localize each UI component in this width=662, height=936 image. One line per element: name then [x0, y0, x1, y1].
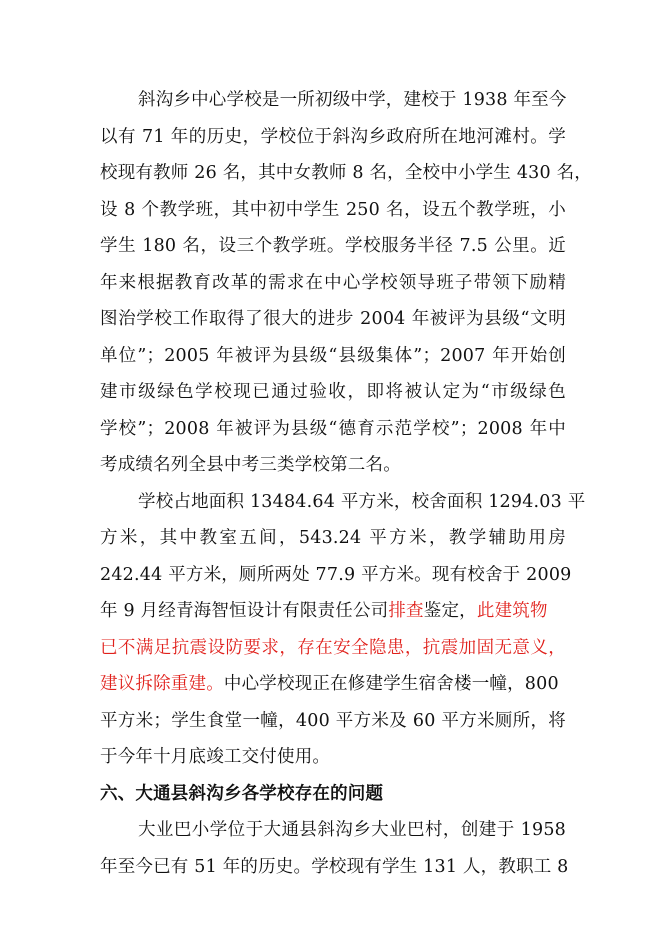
- highlighted-text: 建议拆除重建。: [100, 674, 224, 694]
- text-line: 242.44 平方米，厕所两处 77.9 平方米。现有校舍于 2009: [100, 564, 572, 585]
- highlighted-text: 排查: [388, 601, 424, 621]
- text-line: 方米，其中教室五间，543.24 平方米，教学辅助用房: [100, 528, 566, 548]
- text-line: 单位”；2005 年被评为县级“县级集体”；2007 年开始创: [100, 345, 566, 366]
- text-line-mixed: [100, 666, 566, 703]
- text-line: 斜沟乡中心学校是一所初级中学，建校于 1938 年至今: [138, 90, 567, 110]
- text-line: 平方米；学生食堂一幢，400 平方米及 60 平方米厕所，将: [100, 710, 566, 731]
- text-segment: 鉴定，: [423, 601, 477, 621]
- text-line: 校现有教师 26 名，其中女教师 8 名，全校中小学生 430 名，: [100, 163, 592, 183]
- paragraph-daiyeba-school: [100, 812, 569, 885]
- text-line-mixed: [100, 593, 566, 630]
- text-line: 学校”；2008 年被评为县级“德育示范学校”；2008 年中: [100, 418, 566, 439]
- text-line: 学生 180 名，设三个教学班。学校服务半径 7.5 公里。近: [100, 236, 566, 256]
- text-line: 大业巴小学位于大通县斜沟乡大业巴村，创建于 1958: [138, 820, 566, 840]
- text-line: 学校占地面积 13484.64 平方米，校舍面积 1294.03 平: [138, 491, 586, 512]
- text-line: 建市级绿色学校现已通过验收，即将被认定为“市级绿色: [100, 382, 566, 402]
- highlighted-text-line: 已不满足抗震设防要求，存在安全隐患，抗震加固无意义，: [100, 637, 566, 658]
- text-line: 年至今已有 51 年的历史。学校现有学生 131 人，教职工 8: [100, 856, 569, 877]
- text-line: 于今年十月底竣工交付使用。: [100, 747, 331, 767]
- paragraph-school-overview: [100, 82, 592, 484]
- highlighted-text: 此建筑物: [476, 601, 548, 621]
- text-segment: 中心学校现正在修建学生宿舍楼一幢，800: [223, 674, 559, 694]
- text-segment: 年 9 月经青海智恒设计有限责任公司: [100, 601, 389, 621]
- paragraph-campus-facilities: [100, 484, 586, 776]
- text-line: 设 8 个教学班，其中初中学生 250 名，设五个教学班，小: [100, 199, 566, 220]
- section-heading: 六、大通县斜沟乡各学校存在的问题: [100, 783, 384, 804]
- text-line: 考成绩名列全县中考三类学校第二名。: [100, 455, 401, 475]
- text-line: 图治学校工作取得了很大的进步 2004 年被评为县级“文明: [100, 309, 566, 329]
- text-line: 年来根据教育改革的需求在中心学校领导班子带领下励精: [100, 272, 566, 293]
- text-line: 以有 71 年的历史，学校位于斜沟乡政府所在地河滩村。学: [100, 126, 566, 147]
